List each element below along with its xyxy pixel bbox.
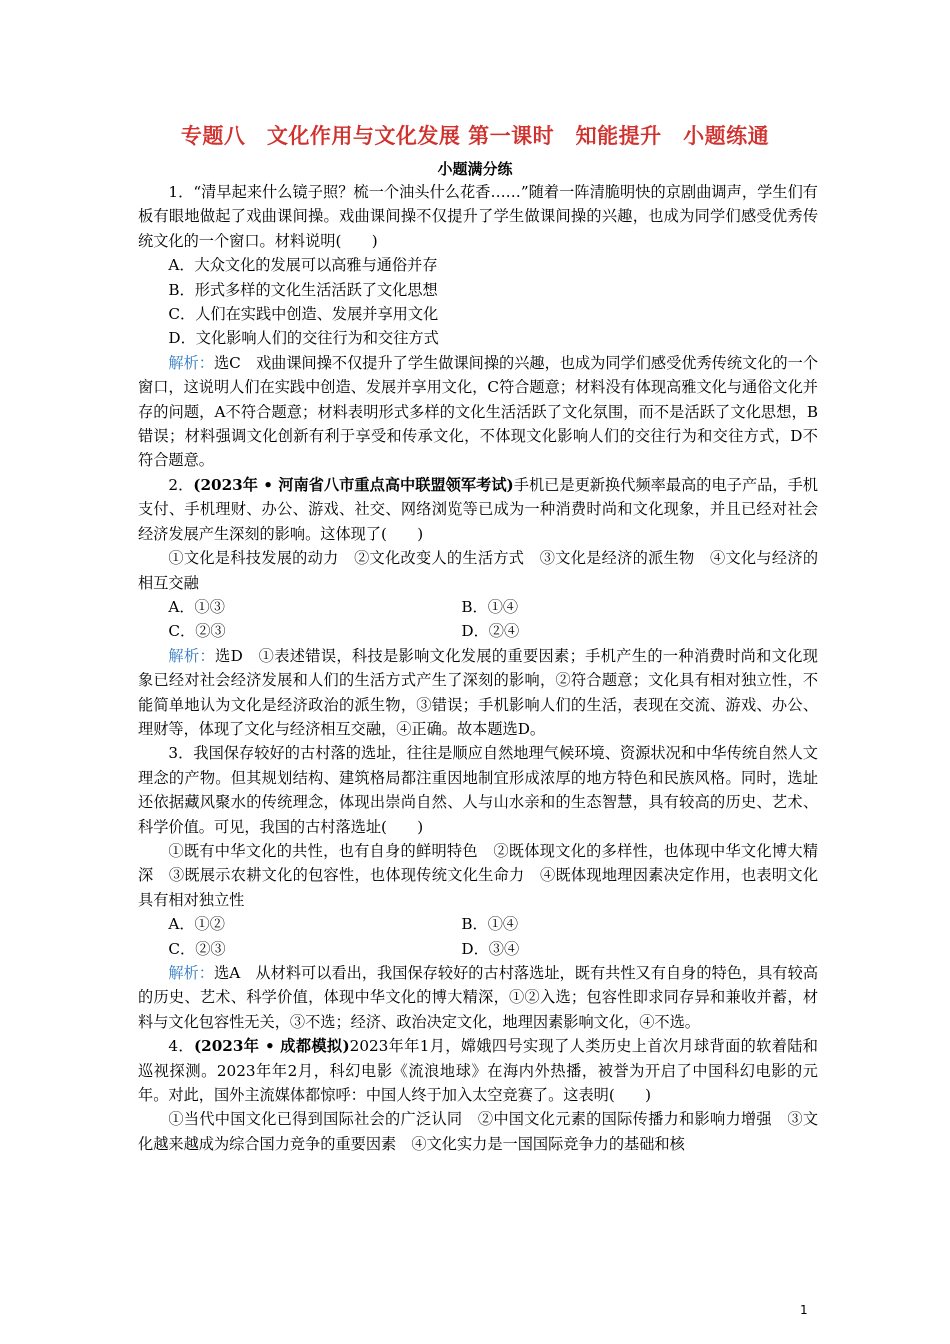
question-text: 手机已是更新换代频率最高的电子产品，手机支付、手机理财、办公、游戏、社交、网络浏览等已成为一种消费时尚和文化现象，并且已经对社会经济发展产生深刻的影响。这体现了( ) [138,475,818,543]
question-2 [138,473,818,741]
page-title: 专题八 文化作用与文化发展 第一课时 知能提升 小题练通 [180,124,770,148]
option-c: C．②③ [168,939,226,958]
question-items: ①文化是科技发展的动力 ②文化改变人的生活方式 ③文化是经济的派生物 ④文化与经济的相互交融 [138,549,818,592]
question-stem [138,1034,818,1107]
question-stem [138,473,818,546]
option-row [138,937,818,961]
option-d: D．③④ [461,939,520,958]
option-a: A．①② [168,915,225,934]
question-number: 4． [168,1037,194,1056]
option-d: D．文化影响人们的交往行为和交往方式 [168,329,439,348]
option-c: C．人们在实践中创造、发展并享用文化 [168,305,439,324]
question-stem: 1．“清早起来什么镜子照？梳一个油头什么花香……”随着一阵清脆明快的京剧曲调声，学生们有板有眼地做起了戏曲课间操。戏曲课间操不仅提升了学生做课间操的兴趣，也成为同学们感受优秀传统文化的一个窗口。材料说明( ) [138,183,818,250]
question-text: 2023年年1月，嫦娥四号实现了人类历史上首次月球背面的软着陆和巡视探测。2023年年2月，科幻电影《流浪地球》在海内外热播，被誉为开启了中国科幻电影的元年。对此，国外主流媒体都惊呼：中国人终于加入太空竞赛了。这表明( ) [138,1037,818,1105]
option-b: B．①④ [461,597,519,616]
option-row [138,912,818,936]
analysis-text: 选D ①表述错误，科技是影响文化发展的重要因素；手机产生的一种消费时尚和文化现象已经对社会经济发展和人们的生活方式产生了深刻的影响，②符合题意；文化具有相对独立性，不能简单地认为文化是经济政治的派生物，③错误；手机影响人们的生活，表现在交流、游戏、办公、理财等，体现了文化与经济相互交融，④正确。故本题选D。 [138,646,818,738]
analysis-label: 解析： [168,646,216,665]
section-subtitle: 小题满分练 [437,160,513,178]
question-3 [138,741,818,1034]
document-body [138,180,818,1156]
analysis-label: 解析： [168,353,214,372]
question-items: ①当代中国文化已得到国际社会的广泛认同 ②中国文化元素的国际传播力和影响力增强 ③文化越来越成为综合国力竞争的重要因素 ④文化实力是一国国际竞争力的基础和核 [138,1110,818,1153]
option-b: B．形式多样的文化生活活跃了文化思想 [168,280,438,299]
option-c: C．②③ [168,622,226,641]
question-4 [138,1034,818,1156]
question-1 [138,180,818,473]
analysis [138,961,818,1034]
analysis-text: 选A 从材料可以看出，我国保存较好的古村落选址，既有共性又有自身的特色，具有较高的历史、艺术、科学价值，体现中华文化的博大精深，①②入选；包容性即求同存异和兼收并蓄，材料与文化包容性无关，③不选；经济、政治决定文化，地理因素影响文化，④不选。 [138,964,819,1031]
option-a: A．大众文化的发展可以高雅与通俗并存 [168,256,438,275]
question-source: (2023年 • 成都模拟) [193,1037,350,1056]
question-stem: 3．我国保存较好的古村落的选址，往往是顺应自然地理气候环境、资源状况和中华传统自然人文理念的产物。但其规划结构、建筑格局都注重因地制宜形成浓厚的地方特色和民族风格。同时，选址还依据藏风聚水的传统理念，体现出崇尚自然、人与山水亲和的生态智慧，具有较高的历史、艺术、科学价值。可见，我国的古村落选址( ) [138,744,818,836]
analysis-text: 选C 戏曲课间操不仅提升了学生做课间操的兴趣，也成为同学们感受优秀传统文化的一个窗口，这说明人们在实践中创造、发展并享用文化，C符合题意；材料没有体现高雅文化与通俗文化并存的问题，A不符合题意；材料表明形式多样的文化生活活跃了文化氛围，而不是活跃了文化思想，B错误；材料强调文化创新有利于享受和传承文化，不体现文化影响人们的交往行为和交往方式，D不符合题意。 [138,353,819,470]
option-a: A．①③ [168,597,225,616]
question-items: ①既有中华文化的共性，也有自身的鲜明特色 ②既体现文化的多样性，也体现中华文化博大精深 ③既展示农耕文化的包容性，也体现传统文化生命力 ④既体现地理因素决定作用，也表明文化具有相对独立性 [138,841,818,909]
page-number: 1 [800,1303,808,1317]
option-d: D．②④ [461,622,520,641]
question-number: 2． [168,475,194,494]
option-row [138,595,818,619]
analysis [138,644,818,742]
analysis [138,351,818,473]
option-b: B．①④ [461,915,519,934]
analysis-label: 解析： [168,964,215,982]
question-source: (2023年 • 河南省八市重点高中联盟领军考试) [193,475,514,494]
option-row [138,619,818,643]
